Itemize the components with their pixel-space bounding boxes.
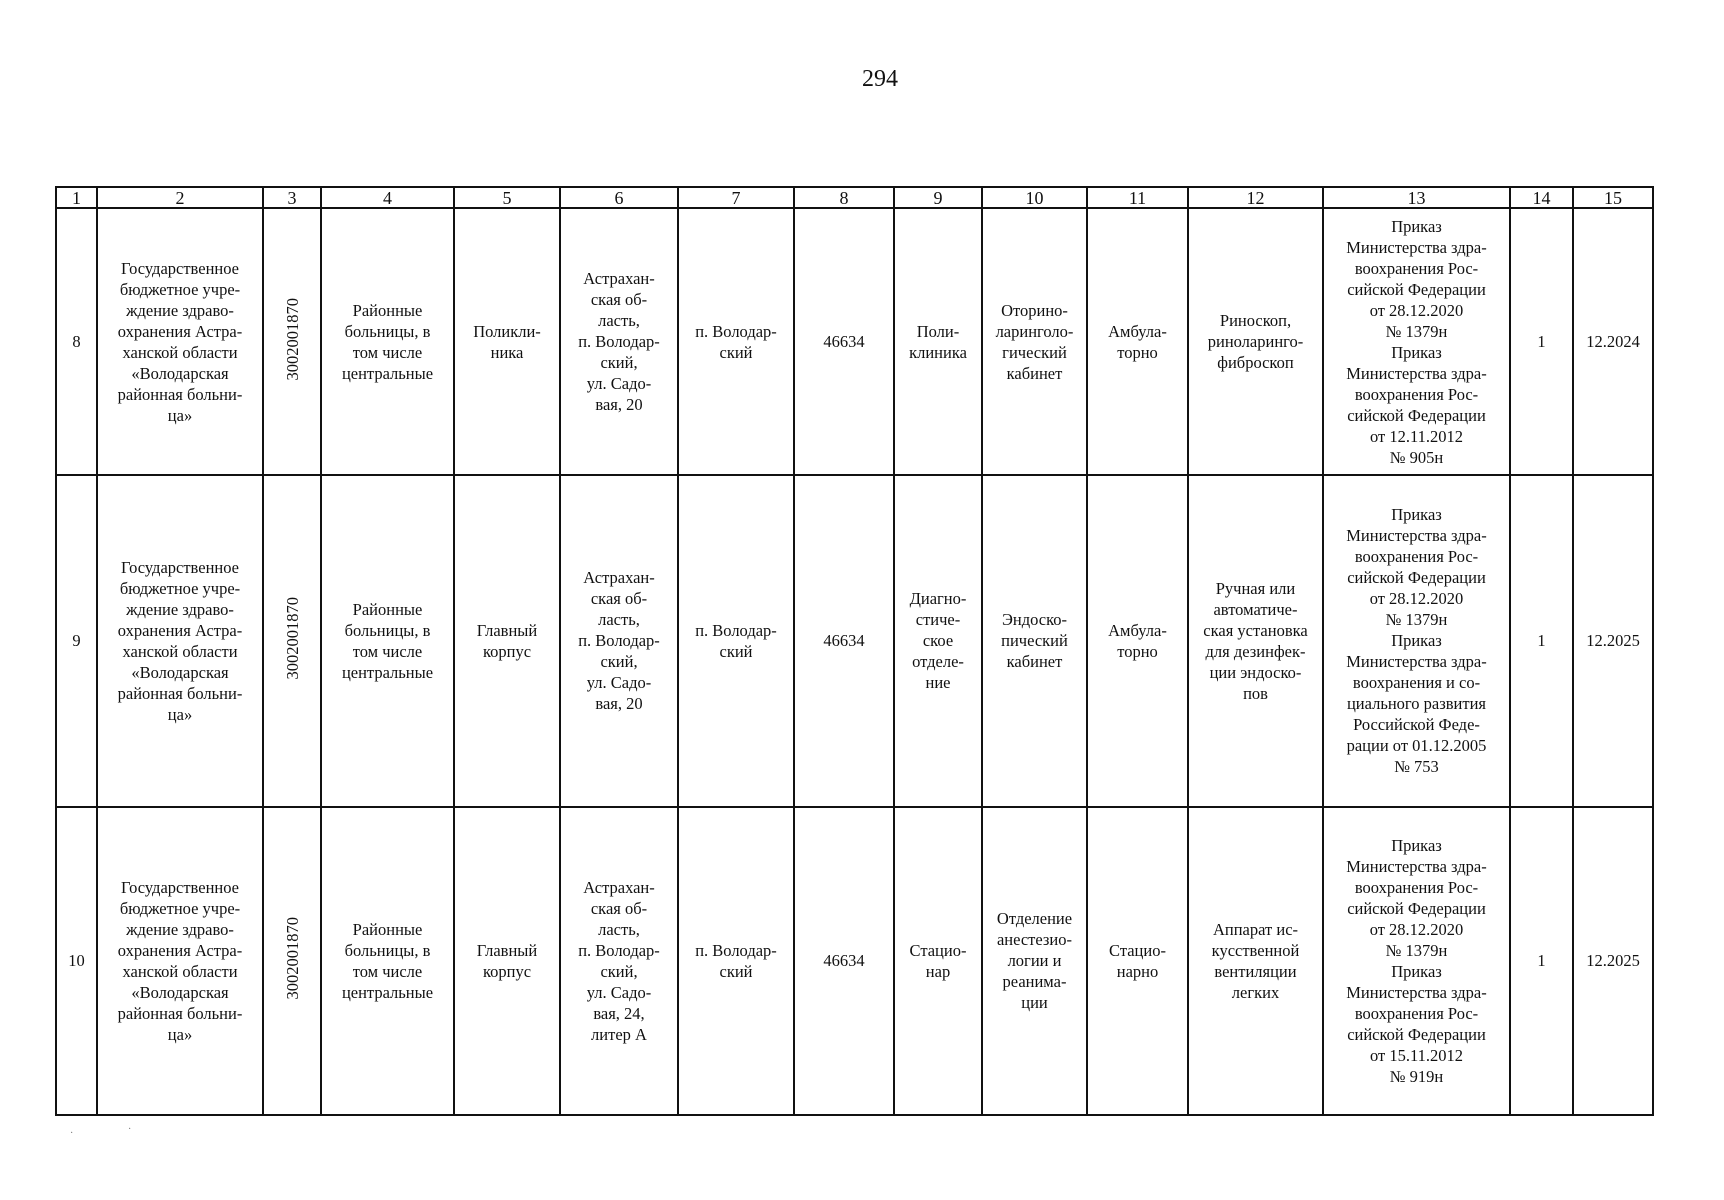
column-number: 2 <box>97 187 263 208</box>
page-number: 294 <box>862 66 898 92</box>
legal-basis: Приказ Министерства здра- воохранения Рос- сийской Федерации от 28.12.2020 № 1379н Приказ Министерства здра- воохранения Рос- сийской Федерации от 12.11.2012 № 905н <box>1323 208 1510 475</box>
organization-code: 3002001870 <box>282 297 302 381</box>
column-number: 13 <box>1323 187 1510 208</box>
table-row <box>56 208 1653 475</box>
due-date: 12.2025 <box>1573 807 1653 1115</box>
column-number: 4 <box>321 187 454 208</box>
legal-basis: Приказ Министерства здра- воохранения Рос- сийской Федерации от 28.12.2020 № 1379н Приказ Министерства здра- воохранения и со- циального развития Российской Феде- рации от 01.12.2005 № 753 <box>1323 475 1510 806</box>
settlement: п. Володар- ский <box>678 208 794 475</box>
column-number: 6 <box>560 187 678 208</box>
organization-code: 3002001870 <box>282 597 302 680</box>
room: Отделение анестезио- логии и реанима- ции <box>982 807 1087 1115</box>
unit: Поли- клиника <box>894 208 982 475</box>
column-number: 15 <box>1573 187 1653 208</box>
building: Поликли- ника <box>454 208 560 475</box>
column-number: 9 <box>894 187 982 208</box>
care-condition: Амбула- торно <box>1087 475 1188 806</box>
address: Астрахан- ская об- ласть, п. Володар- ский, ул. Садо- вая, 24, литер А <box>560 807 678 1115</box>
equipment-name: Ручная или автоматиче- ская установка для дезинфек- ции эндоско- пов <box>1188 475 1323 806</box>
column-number: 11 <box>1087 187 1188 208</box>
equipment-name: Риноскоп, риноларинго- фиброскоп <box>1188 208 1323 475</box>
organization-name: Государственное бюджетное учре- ждение здраво- охранения Астра- ханской области «Володарская районная больни- ца» <box>97 208 263 475</box>
column-number: 7 <box>678 187 794 208</box>
room: Эндоско- пический кабинет <box>982 475 1087 806</box>
organization-code-cell <box>263 208 321 475</box>
row-number: 9 <box>56 475 97 806</box>
oktmo-code: 46634 <box>794 475 894 806</box>
equipment-name: Аппарат ис- кусственной вентиляции легких <box>1188 807 1323 1115</box>
settlement: п. Володар- ский <box>678 475 794 806</box>
care-condition: Амбула- торно <box>1087 208 1188 475</box>
building: Главный корпус <box>454 807 560 1115</box>
address: Астрахан- ская об- ласть, п. Володар- ский, ул. Садо- вая, 20 <box>560 208 678 475</box>
scan-speck: · <box>70 1128 74 1139</box>
settlement: п. Володар- ский <box>678 807 794 1115</box>
column-number: 3 <box>263 187 321 208</box>
building: Главный корпус <box>454 475 560 806</box>
quantity: 1 <box>1510 475 1573 806</box>
room: Оторино- ларинголо- гический кабинет <box>982 208 1087 475</box>
organization-name: Государственное бюджетное учре- ждение здраво- охранения Астра- ханской области «Володарская районная больни- ца» <box>97 475 263 806</box>
quantity: 1 <box>1510 208 1573 475</box>
organization-category: Районные больницы, в том числе центральные <box>321 208 454 475</box>
care-condition: Стацио- нарно <box>1087 807 1188 1115</box>
oktmo-code: 46634 <box>794 208 894 475</box>
oktmo-code: 46634 <box>794 807 894 1115</box>
table-row <box>56 807 1653 1115</box>
unit: Стацио- нар <box>894 807 982 1115</box>
column-number: 14 <box>1510 187 1573 208</box>
due-date: 12.2025 <box>1573 475 1653 806</box>
column-number: 12 <box>1188 187 1323 208</box>
organization-code: 3002001870 <box>282 917 302 1000</box>
column-number: 10 <box>982 187 1087 208</box>
column-number: 8 <box>794 187 894 208</box>
equipment-table <box>55 186 1654 1116</box>
address: Астрахан- ская об- ласть, п. Володар- ский, ул. Садо- вая, 20 <box>560 475 678 806</box>
table-row <box>56 475 1653 806</box>
quantity: 1 <box>1510 807 1573 1115</box>
column-number: 5 <box>454 187 560 208</box>
legal-basis: Приказ Министерства здра- воохранения Рос- сийской Федерации от 28.12.2020 № 1379н Приказ Министерства здра- воохранения Рос- сийской Федерации от 15.11.2012 № 919н <box>1323 807 1510 1115</box>
row-number: 10 <box>56 807 97 1115</box>
column-number: 1 <box>56 187 97 208</box>
unit: Диагно- стиче- ское отделе- ние <box>894 475 982 806</box>
organization-category: Районные больницы, в том числе центральные <box>321 475 454 806</box>
row-number: 8 <box>56 208 97 475</box>
column-numbers-row <box>56 187 1653 208</box>
due-date: 12.2024 <box>1573 208 1653 475</box>
scan-speck: · <box>128 1124 132 1135</box>
organization-code-cell <box>263 807 321 1115</box>
organization-name: Государственное бюджетное учре- ждение здраво- охранения Астра- ханской области «Володарская районная больни- ца» <box>97 807 263 1115</box>
organization-code-cell <box>263 475 321 806</box>
organization-category: Районные больницы, в том числе центральные <box>321 807 454 1115</box>
